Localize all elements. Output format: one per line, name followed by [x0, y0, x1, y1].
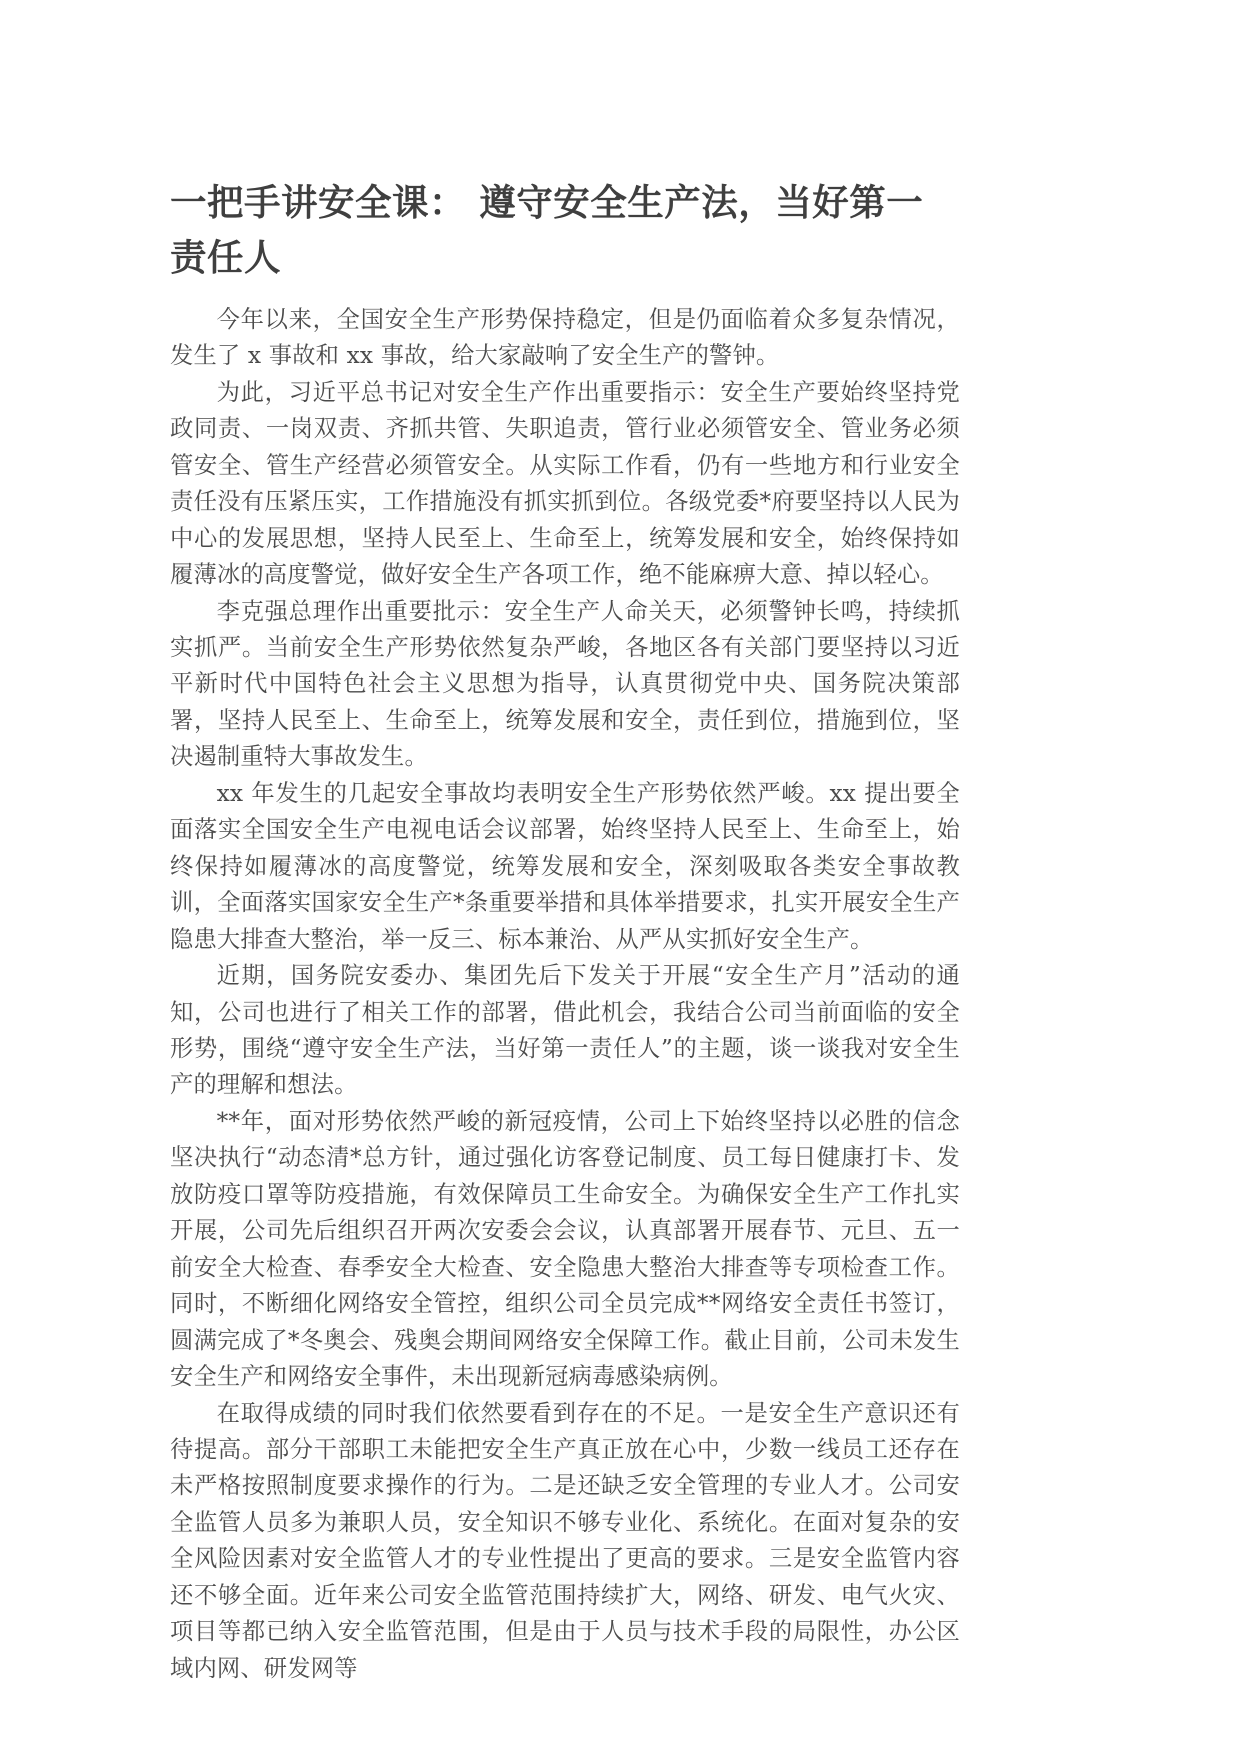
- paragraph: xx 年发生的几起安全事故均表明安全生产形势依然严峻。xx 提出要全面落实全国安全生产电视电话会议部署，始终坚持人民至上、生命至上，始终保持如履薄冰的高度警觉，统筹发展和安全，深刻吸取各类安全事故教训，全面落实国家安全生产*条重要举措和具体举措要求，扎实开展安全生产隐患大排查大整治，举一反三、标本兼治、从严从实抓好安全生产。: [170, 779, 960, 953]
- paragraph: 今年以来，全国安全生产形势保持稳定，但是仍面临着众多复杂情况，发生了 x 事故和 xx 事故，给大家敲响了安全生产的警钟。: [170, 305, 960, 370]
- page-title: 一把手讲安全课： 遵守安全生产法，当好第一责任人: [170, 181, 924, 280]
- paragraph: **年，面对形势依然严峻的新冠疫情，公司上下始终坚持以必胜的信念坚决执行“动态清*总方针，通过强化访客登记制度、员工每日健康打卡、发放防疫口罩等防疫措施，有效保障员工生命安全。为确保安全生产工作扎实开展，公司先后组织召开两次安委会会议，认真部署开展春节、元旦、五一前安全大检查、春季安全大检查、安全隐患大整治大排查等专项检查工作。同时，不断细化网络安全管控，组织公司全员完成**网络安全责任书签订，圆满完成了*冬奥会、残奥会期间网络安全保障工作。截止目前，公司未发生安全生产和网络安全事件，未出现新冠病毒感染病例。: [170, 1107, 960, 1391]
- paragraph: 李克强总理作出重要批示：安全生产人命关天，必须警钟长鸣，持续抓实抓严。当前安全生产形势依然复杂严峻，各地区各有关部门要坚持以习近平新时代中国特色社会主义思想为指导，认真贯彻党中央、国务院决策部署，坚持人民至上、生命至上，统筹发展和安全，责任到位，措施到位，坚决遏制重特大事故发生。: [170, 597, 960, 771]
- document-body: [170, 302, 960, 1687]
- paragraph: 为此，习近平总书记对安全生产作出重要指示：安全生产要始终坚持党政同责、一岗双责、齐抓共管、失职追责，管行业必须管安全、管业务必须管安全、管生产经营必须管安全。从实际工作看，仍有一些地方和行业安全责任没有压紧压实，工作措施没有抓实抓到位。各级党委*府要坚持以人民为中心的发展思想，坚持人民至上、生命至上，统筹发展和安全，始终保持如履薄冰的高度警觉，做好安全生产各项工作，绝不能麻痹大意、掉以轻心。: [170, 378, 960, 589]
- paragraph: 在取得成绩的同时我们依然要看到存在的不足。一是安全生产意识还有待提高。部分干部职工未能把安全生产真正放在心中，少数一线员工还存在未严格按照制度要求操作的行为。二是还缺乏安全管理的专业人才。公司安全监管人员多为兼职人员，安全知识不够专业化、系统化。在面对复杂的安全风险因素对安全监管人才的专业性提出了更高的要求。三是安全监管内容还不够全面。近年来公司安全监管范围持续扩大，网络、研发、电气火灾、项目等都已纳入安全监管范围，但是由于人员与技术手段的局限性，办公区域内网、研发网等: [170, 1399, 960, 1682]
- paragraph: 近期，国务院安委办、集团先后下发关于开展“安全生产月”活动的通知，公司也进行了相关工作的部署，借此机会，我结合公司当前面临的安全形势，围绕“遵守安全生产法，当好第一责任人”的主题，谈一谈我对安全生产的理解和想法。: [170, 962, 960, 1099]
